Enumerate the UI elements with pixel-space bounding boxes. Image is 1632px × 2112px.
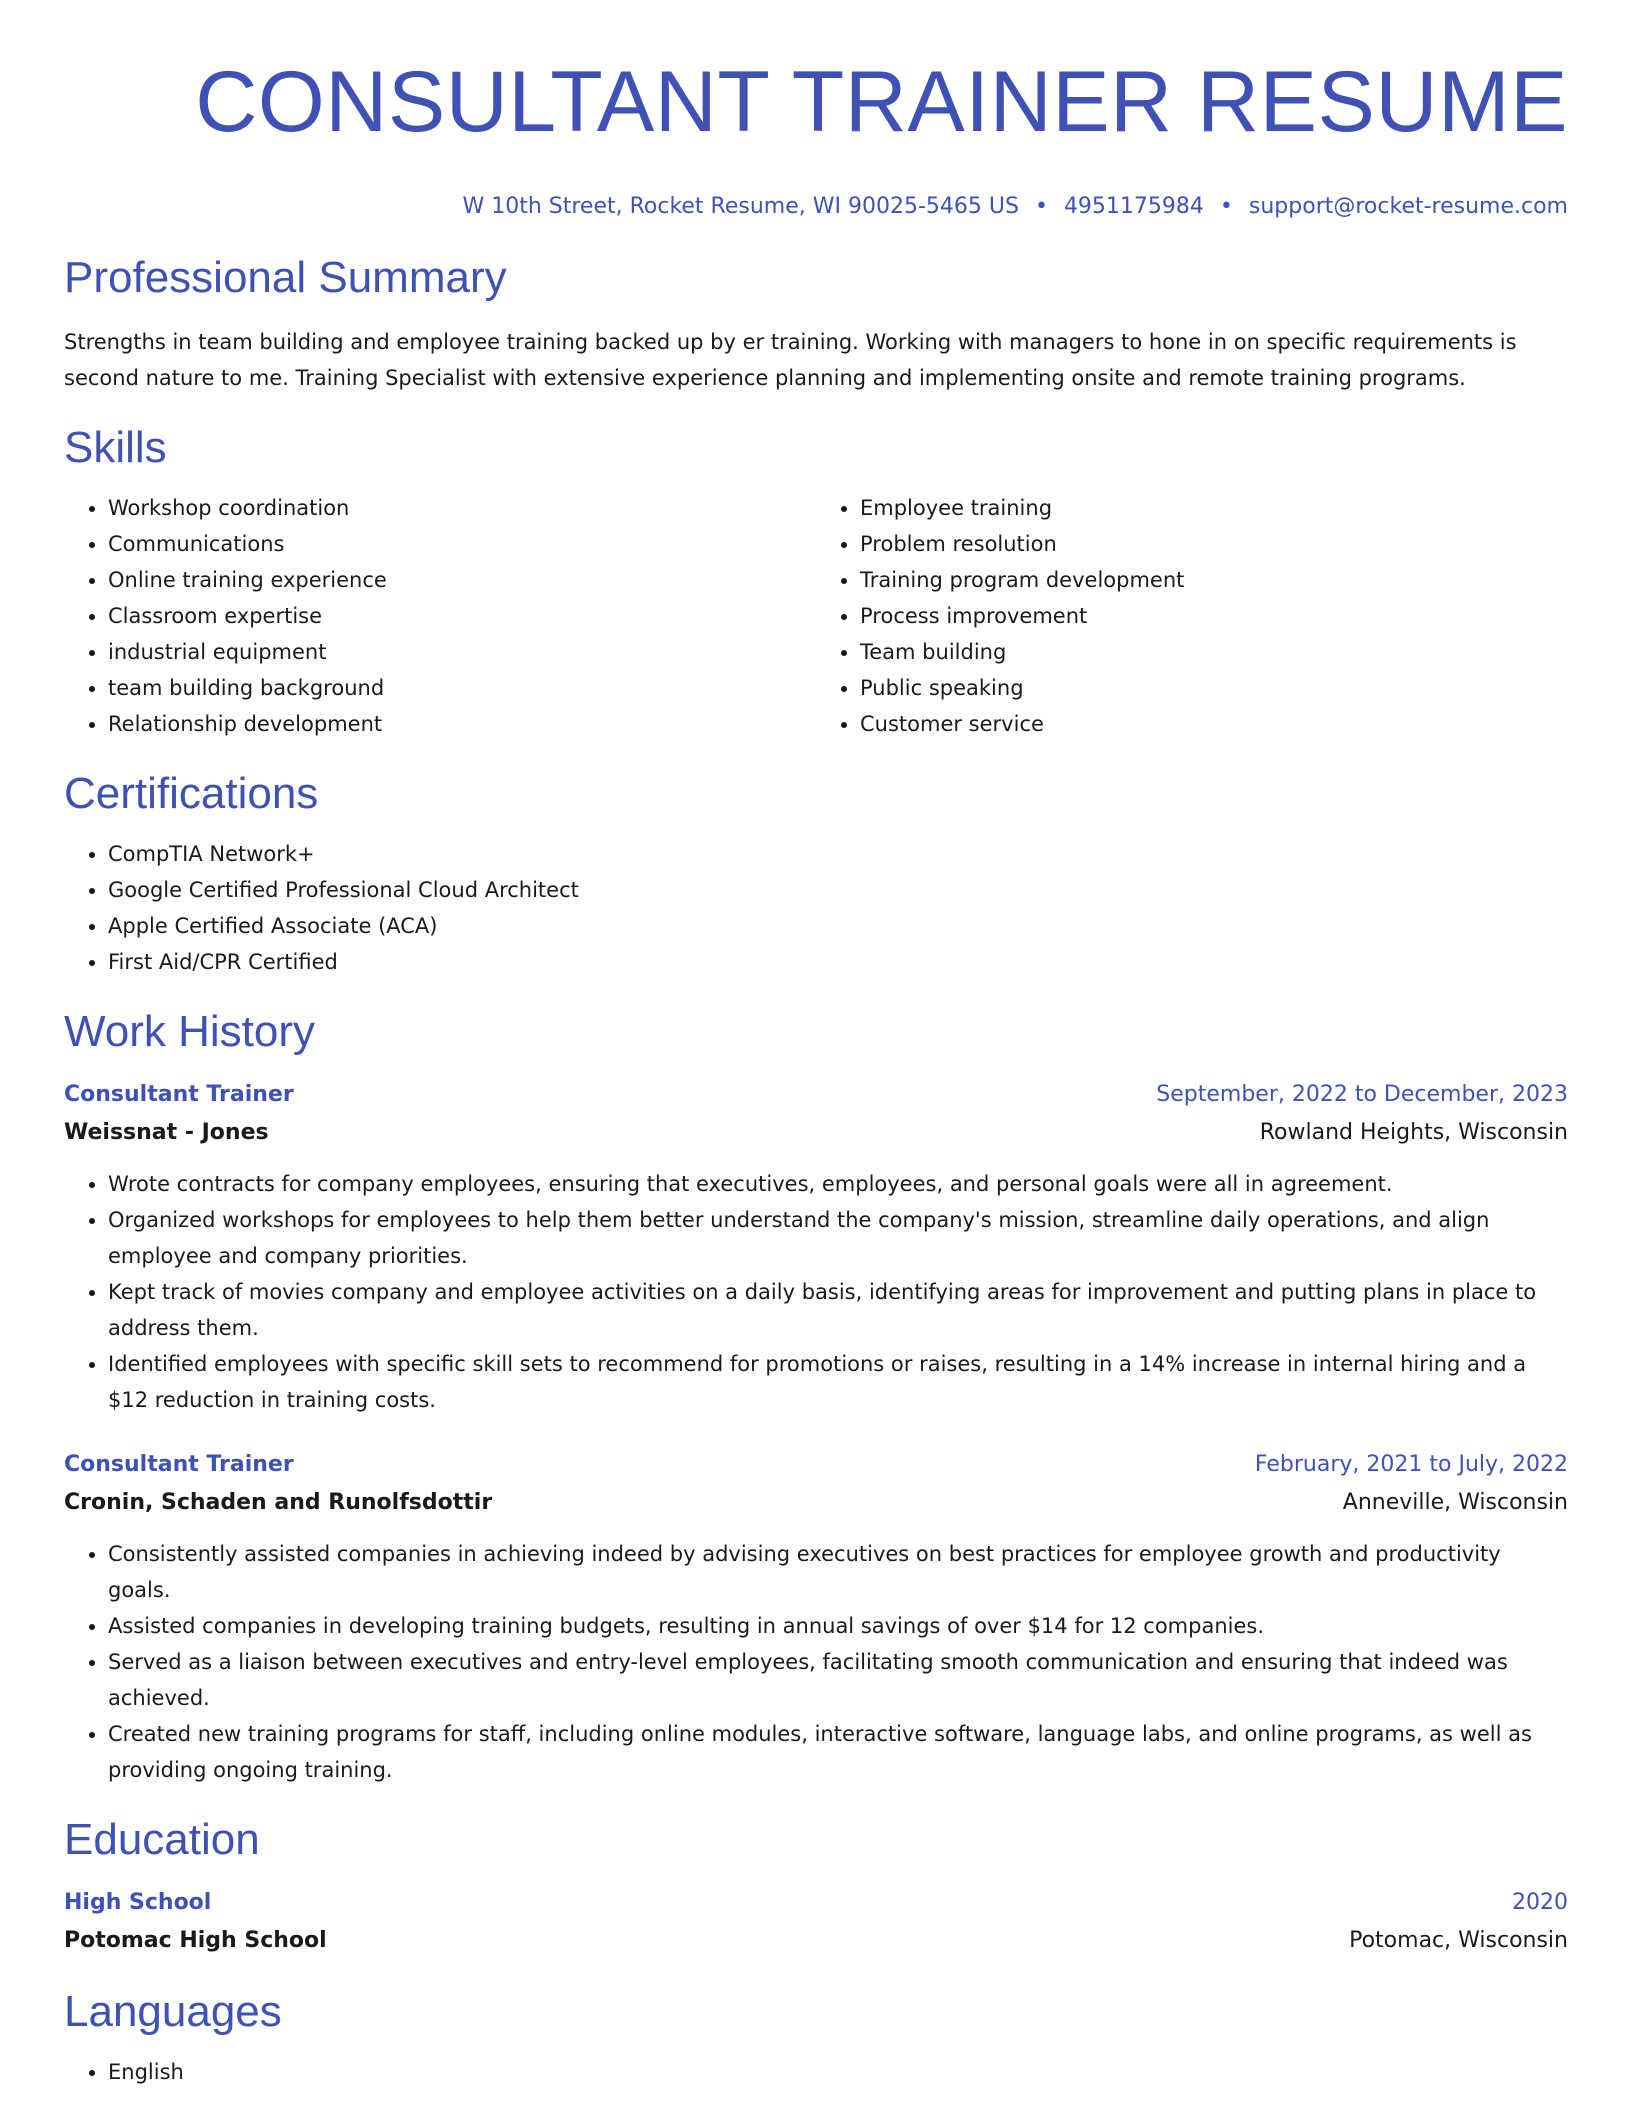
job-bullet: • Organized workshops for employees to help them better understand the company's mission, streamline daily operations, and align employee and company priorities. xyxy=(108,1202,1568,1274)
skill-item: • Classroom expertise xyxy=(108,598,816,634)
skill-item: • Customer service xyxy=(860,706,1568,742)
job-bullet: • Created new training programs for staff, including online modules, interactive software, language labs, and online programs, as well as providing ongoing training. xyxy=(108,1716,1568,1788)
skill-item: • Training program development xyxy=(860,562,1568,598)
skill-item: • Online training experience xyxy=(108,562,816,598)
skills-section xyxy=(64,422,1568,742)
job-bullets xyxy=(64,1536,1568,1788)
education-school: Potomac High School xyxy=(64,1928,327,1953)
skill-item: • team building background xyxy=(108,670,816,706)
certification-item: • Apple Certified Associate (ACA) xyxy=(108,908,1568,944)
job-employer: Weissnat - Jones xyxy=(64,1120,269,1145)
languages-section xyxy=(64,1986,1568,2090)
education-school-row xyxy=(64,1922,1568,1960)
education-section xyxy=(64,1814,1568,1960)
education-year: 2020 xyxy=(1512,1890,1568,1915)
summary-section xyxy=(64,252,1568,396)
job-bullet: • Served as a liaison between executives and entry-level employees, facilitating smooth communication and ensuring that indeed was achieved. xyxy=(108,1644,1568,1716)
language-item: • English xyxy=(108,2054,1568,2090)
skill-item: • Process improvement xyxy=(860,598,1568,634)
skills-list-right xyxy=(816,490,1568,742)
certifications-heading: Certifications xyxy=(64,769,319,818)
certification-item: • Google Certified Professional Cloud Architect xyxy=(108,872,1568,908)
job-bullet: • Identified employees with specific skill sets to recommend for promotions or raises, resulting in a 14% increase in internal hiring and a $12 reduction in training costs. xyxy=(108,1346,1568,1418)
education-degree: High School xyxy=(64,1890,212,1915)
job-employer-row xyxy=(64,1484,1568,1522)
work-history-heading: Work History xyxy=(64,1007,315,1056)
job-employer-row xyxy=(64,1114,1568,1152)
job-title: Consultant Trainer xyxy=(64,1082,294,1107)
contact-phone: 4951175984 xyxy=(1063,194,1204,219)
skill-item: • Workshop coordination xyxy=(108,490,816,526)
skill-item: • Public speaking xyxy=(860,670,1568,706)
job-employer: Cronin, Schaden and Runolfsdottir xyxy=(64,1490,493,1515)
job-bullet: • Wrote contracts for company employees, ensuring that executives, employees, and personal goals were all in agreement. xyxy=(108,1166,1568,1202)
certifications-section xyxy=(64,768,1568,980)
education-heading: Education xyxy=(64,1815,260,1864)
summary-text: Strengths in team building and employee training backed up by er training. Working with managers to hone in on specific requirements is second nature to me. Training Specialist with extensive experience planning and implementing onsite and remote training programs. xyxy=(64,330,1517,390)
education-entry xyxy=(64,1884,1568,1960)
job-bullet: • Consistently assisted companies in achieving indeed by advising executives on best practices for employee growth and productivity goals. xyxy=(108,1536,1568,1608)
job-title: Consultant Trainer xyxy=(64,1452,294,1477)
skills-heading: Skills xyxy=(64,423,167,472)
job-location: Anneville, Wisconsin xyxy=(1342,1490,1568,1515)
job-entry xyxy=(64,1446,1568,1788)
job-dates: February, 2021 to July, 2022 xyxy=(1254,1452,1568,1477)
languages-list xyxy=(64,2054,1568,2090)
skill-item: • Relationship development xyxy=(108,706,816,742)
skill-item: • Employee training xyxy=(860,490,1568,526)
job-dates: September, 2022 to December, 2023 xyxy=(1156,1082,1568,1107)
job-title-row xyxy=(64,1076,1568,1114)
resume-header xyxy=(64,0,1568,222)
certification-item: • First Aid/CPR Certified xyxy=(108,944,1568,980)
work-history-section xyxy=(64,1006,1568,1788)
skill-item: • Problem resolution xyxy=(860,526,1568,562)
languages-heading: Languages xyxy=(64,1987,282,2036)
certifications-list xyxy=(64,836,1568,980)
job-entry xyxy=(64,1076,1568,1418)
skill-item: • Communications xyxy=(108,526,816,562)
job-bullet: • Kept track of movies company and employee activities on a daily basis, identifying areas for improvement and putting plans in place to address them. xyxy=(108,1274,1568,1346)
job-bullets xyxy=(64,1166,1568,1418)
education-degree-row xyxy=(64,1884,1568,1922)
summary-heading: Professional Summary xyxy=(64,253,507,302)
education-location: Potomac, Wisconsin xyxy=(1349,1928,1568,1953)
contact-email[interactable]: support@rocket-resume.com xyxy=(1248,194,1568,219)
job-title-row xyxy=(64,1446,1568,1484)
skill-item: • industrial equipment xyxy=(108,634,816,670)
contact-address: W 10th Street, Rocket Resume, WI 90025-5465 US xyxy=(462,194,1019,219)
contact-separator: • xyxy=(1034,194,1048,219)
skills-columns xyxy=(64,490,1568,742)
skills-list-left xyxy=(64,490,816,742)
job-bullet: • Assisted companies in developing training budgets, resulting in annual savings of over $14 for 12 companies. xyxy=(108,1608,1568,1644)
resume-page xyxy=(64,0,1568,2090)
skill-item: • Team building xyxy=(860,634,1568,670)
certification-item: • CompTIA Network+ xyxy=(108,836,1568,872)
resume-title: CONSULTANT TRAINER RESUME xyxy=(195,54,1568,150)
job-location: Rowland Heights, Wisconsin xyxy=(1259,1120,1568,1145)
contact-line xyxy=(64,192,1568,222)
contact-separator: • xyxy=(1219,194,1233,219)
